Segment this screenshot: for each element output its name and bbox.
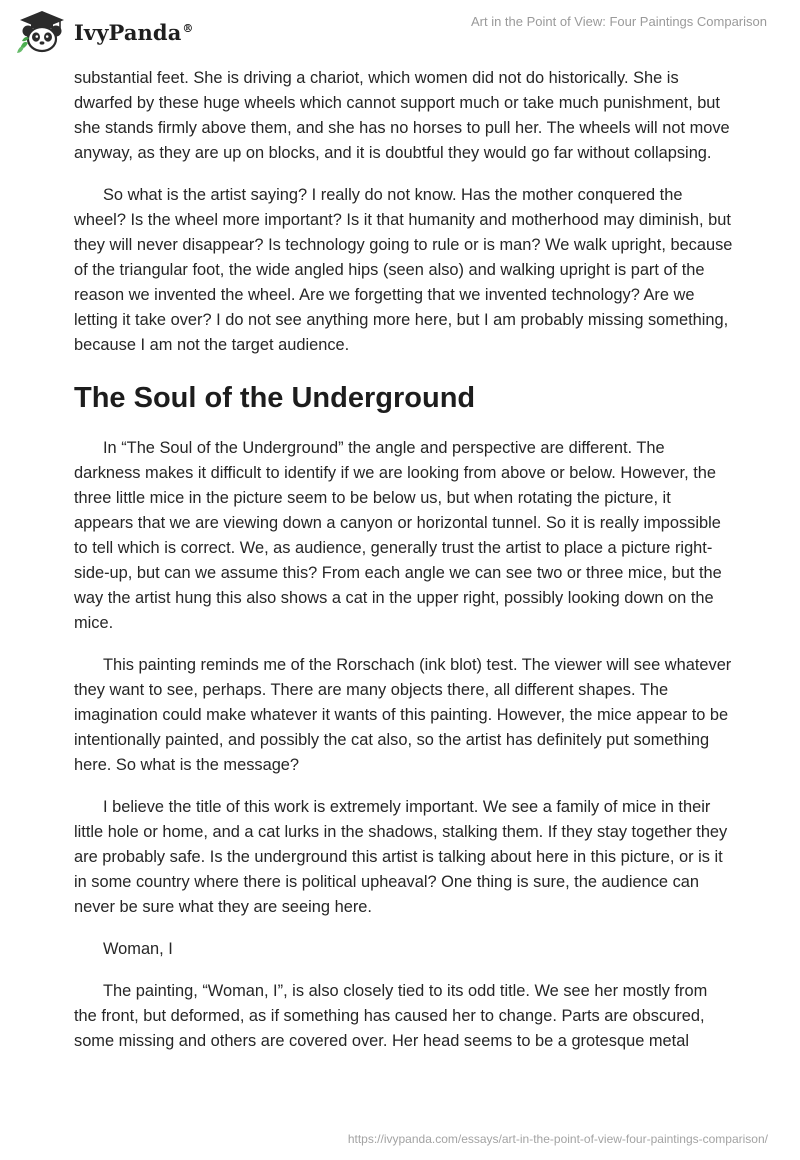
paragraph-woman-i: The painting, “Woman, I”, is also closely tied to its odd title. We see her mostly from the front, but deformed, as if something has caused her to change. Parts are obscured, some missing and others are covered over. Her head seems to be a grotesque metal [74,982,708,1050]
section-heading: The Soul of the Underground [74,382,476,414]
logo-wordmark [74,20,194,45]
page-header [0,0,800,70]
ivypanda-logo[interactable] [14,8,214,56]
paragraph-underground-perspective: In “The Soul of the Underground” the angle and perspective are different. The darkness makes it difficult to identify if we are looking from above or below. However, the three little mice in the picture seem to be below us, but when rotating the picture, it appears that we are viewing down a canyon or horizontal tunnel. So it is really impossible to tell which is correct. We, as audience, generally trust the artist to place a picture right-side-up, but can we assume this? From each angle we can see two or three mice, but the way the artist hung this also shows a cat in the upper right, possibly looking down on the mice. [74,439,722,632]
panda-graduate-logo-icon [14,9,70,55]
document-title: Art in the Point of View: Four Paintings Comparison [470,14,767,29]
paragraph-artist-question: So what is the artist saying? I really do not know. Has the mother conquered the wheel? Is the wheel more important? Is it that humanity and motherhood may diminish, but they will never disappear? Is technology going to rule or is man? We walk upright, because of the triangular foot, the wide angled hips (seen also) and walking upright is part of the reason we invented the wheel. Are we forgetting that we invented technology? Are we letting it take over? I do not see anything more here, but I am probably missing something, because I am not the target audience. [74,186,733,354]
logo-text: IvyPanda [74,19,182,45]
paragraph-woman-i-subheading: Woman, I [103,940,173,958]
registered-mark: ® [182,21,194,35]
essay-body [74,66,734,1071]
paragraph-title-importance: I believe the title of this work is extremely important. We see a family of mice in their little hole or home, and a cat lurks in the shadows, stalking them. If they stay together they are probably safe. Is the underground this artist is talking about here in this picture, or is it in some country where there is political upheaval? One thing is sure, the audience can never be sure what they are seeing here. [74,798,728,916]
paragraph-continuation: substantial feet. She is driving a chariot, which women did not do historically. She is dwarfed by these huge wheels which cannot support much or take much punishment, but she stands firmly above them, and she has no horses to pull her. The wheels will not move anyway, as they are up on blocks, and it is doubtful they would go far without collapsing. [74,69,730,162]
paragraph-rorschach: This painting reminds me of the Rorschach (ink blot) test. The viewer will see whatever they want to see, perhaps. There are many objects there, all different shapes. The imagination could make whatever it wants of this painting. However, the mice appear to be intentionally painted, and possibly the cat also, so the artist has definitely put something here. So what is the message? [74,656,732,774]
source-url-link[interactable]: https://ivypanda.com/essays/art-in-the-point-of-view-four-paintings-comparison/ [347,1132,768,1146]
